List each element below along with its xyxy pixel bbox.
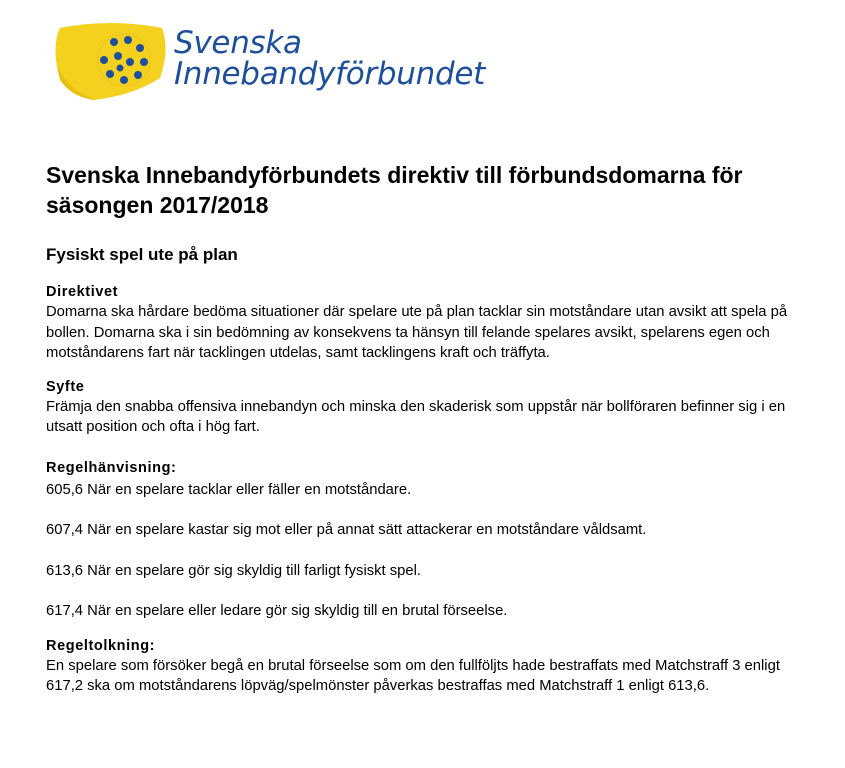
document-body	[46, 160, 806, 697]
logo-line-1: Svenska	[174, 25, 302, 61]
rule-item: 617,4 När en spelare eller ledare gör sig skyldig till en brutal förseelse.	[46, 603, 508, 619]
rule-item: 607,4 När en spelare kastar sig mot eller på annat sätt attackerar en motståndare våldsamt.	[46, 522, 647, 538]
syfte-heading: Syfte	[46, 378, 85, 395]
regeltolkning-heading: Regeltolkning:	[46, 637, 156, 654]
logo-wordmark	[174, 25, 485, 92]
direktivet-section	[46, 282, 806, 364]
direktivet-text: Domarna ska hårdare bedöma situationer där spelare ute på plan tacklar sin motståndare utan avsikt att spela på bollen. Domarna ska i sin bedömning av konsekvens ta hänsyn till felande spelares avsikt, spelarens egen och motståndarens fart när tacklingen utdelas, samt tacklingens kraft och träffyta.	[46, 304, 788, 361]
syfte-section	[46, 377, 806, 438]
logo	[52, 20, 485, 102]
regeltolkning-section	[46, 636, 806, 697]
logo-line-2: Innebandyförbundet	[174, 56, 485, 92]
direktivet-heading: Direktivet	[46, 284, 119, 300]
rule-item: 613,6 När en spelare gör sig skyldig till farligt fysiskt spel.	[46, 562, 422, 579]
section-title: Fysiskt spel ute på plan	[46, 245, 238, 264]
syfte-text: Främja den snabba offensiva innebandyn och minska den skaderisk som uppstår när bollföraren befinner sig i en utsatt position och ofta i hög fart.	[46, 398, 786, 435]
regelhanvisning-heading: Regelhänvisning:	[46, 459, 177, 476]
floorball-logo-icon	[52, 20, 170, 102]
regeltolkning-text: En spelare som försöker begå en brutal förseelse som om den fullföljts hade bestraffats med Matchstraff 3 enligt 617,2 ska om motståndarens löpväg/spelmönster påverkas bestraffas med Matchstraff 1 enligt 613,6.	[46, 657, 780, 694]
regelhanvisning-section	[46, 458, 806, 622]
rule-item: 605,6 När en spelare tacklar eller fäller en motståndare.	[46, 481, 412, 498]
document-title: Svenska Innebandyförbundets direktiv till förbundsdomarna för säsongen 2017/2018	[46, 162, 743, 218]
